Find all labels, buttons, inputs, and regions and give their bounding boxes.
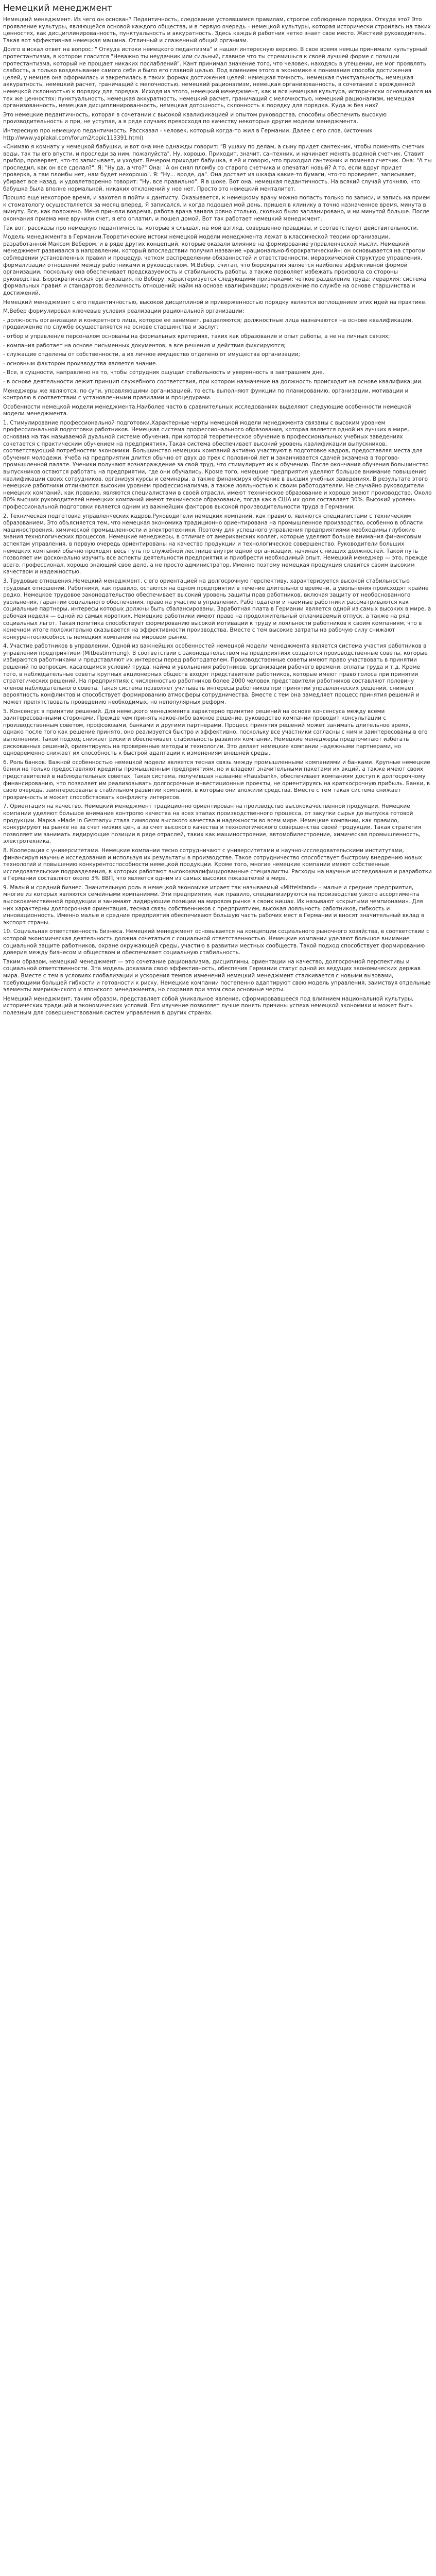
article-paragraph: Прошло еще некоторое время, и захотел я пойти к дантисту. Оказывается, к немецкому врачу можно попасть только по записи, и запись на прием к стоматологу осуществляется за месяц вперед. Я записался, и когда подошел мой день, пришел в клинику в точно назначенное время, минута в минуту. Все, как положено. Меня приняли вовремя, работа врача заняла ровно столько, сколько было запланировано, и ни минутой больше. После окончания приема мне вручили счет, я его оплатил, и пошел домой. Вот так работает немецкий менеджмент. xyxy=(3,195,430,223)
article-paragraph: 5. Консенсус в принятии решений. Для немецкого менеджмента характерно принятие решений на основе консенсуса между всеми заинтересованными сторонами. Прежде чем принять какое-либо важное решение, руководство компании проводит консультации с производственным советом, профсоюзами, банками и другими партнерами. Процесс принятия решений может занимать длительное время, однако после того как решение принято, оно реализуется быстро и эффективно, поскольку все участники согласны с ним и заинтересованы в его выполнении. Такой подход снижает риски и обеспечивает стабильность развития компании. Немецкие менеджеры предпочитают избегать рискованных решений, ориентируясь на проверенные методы и технологии. Это делает немецкие компании надежными партнерами, но одновременно снижает их способность к быстрой адаптации к изменениям внешней среды. xyxy=(3,708,428,757)
article-paragraph: Так вот, рассказы про немецкую педантичность, которые я слышал, на мой взгляд, совершенно правдивы, и соответствуют действительности. xyxy=(3,225,418,231)
article-paragraph: 2. Техническая подготовка управленческих кадров.Руководители немецких компаний, как правило, являются специалистами с техническим образованием. Это объясняется тем, что немецкая экономика традиционно ориентирована на промышленное производство, особенно в области машиностроения, химической промышленности и электротехники. Поэтому для успешного управления предприятиями необходимы глубокие знания технологических процессов. Немецкие менеджеры, в отличие от американских коллег, которые уделяют больше внимания финансовым аспектам управления, в первую очередь ориентированы на качество продукции и технологическое совершенство. Руководители больших немецких компаний обычно проходят весь путь по служебной лестнице внутри одной организации, начиная с низших должностей. Такой путь позволяет им досконально изучить все аспекты деятельности предприятия и приобрести необходимый опыт. Немецкий менеджер — это, прежде всего, профессионал, хорошо знающий свое дело, а не просто администратор. Именно поэтому немецкая продукция славится своим высоким качеством и надежностью. xyxy=(3,513,427,575)
article-paragraph: - служащие отделены от собственности, а их личное имущество отделено от имущества организации; xyxy=(3,351,301,358)
article-paragraph: Немецкий менеджмент с его педантичностью, высокой дисциплиной и приверженностью порядку является воплощением этих идей на практике. xyxy=(3,299,427,306)
article-paragraph: - отбор и управление персоналом основаны на формальных критериях, таких как образование и опыт работы, а не на личных связях; xyxy=(3,333,390,340)
article-paragraph: 6. Роль банков. Важной особенностью немецкой модели является тесная связь между промышленными компаниями и банками. Крупные немецкие банки не только предоставляют кредиты промышленным предприятиям, но и владеют значительными пакетами их акций, а также имеют своих представителей в наблюдательных советах. Такая система, получившая название «Hausbank», обеспечивает компаниям доступ к долгосрочному финансированию, что позволяет им реализовывать долгосрочные инвестиционные проекты, не ориентируясь на краткосрочную прибыль. Банки, в свою очередь, заинтересованы в стабильном развитии компаний, в которые они вложили средства. Вместе с тем такая система снижает прозрачность и может способствовать конфликту интересов. xyxy=(3,759,430,801)
article-paragraph: - Все, в сущности, направлено на то, чтобы сотрудник ощущал стабильность и уверенность в завтрашнем дне. xyxy=(3,369,324,376)
article-paragraph: - в основе деятельности лежит принцип служебного соответствия, при котором назначение на должность происходит на основе квалификации. xyxy=(3,378,423,385)
article-paragraph: Особенности немецкой модели менеджмента.Наиболее часто в сравнительных исследованиях выделяют следующие особенности немецкой модели менеджмента. xyxy=(3,403,411,417)
article-paragraph: - должность организации и конкретного лица, которое ее занимает, разделяются; должностные лица назначаются на основе квалификации, продвижение по службе осуществляется на основе старшинства и заслуг; xyxy=(3,317,413,331)
article-paragraph: - компания работает на основе письменных документов, а все решения и действия фиксируются; xyxy=(3,342,286,349)
article-paragraph: 1. Стимулирование профессиональной подготовки.Характерные черты немецкой модели менеджмента связаны с высоким уровнем профессиональной подготовки работников. Немецкая система профессионального образования, которая является одной из лучших в мире, основана на так называемой дуальной системе обучения, при которой теоретическое обучение в профессиональных учебных заведениях сочетается с практическим обучением на предприятиях. Такая система обеспечивает высокий уровень квалификации выпускников, соответствующий потребностям экономики. Большинство немецких компаний активно участвуют в подготовке кадров, предоставляя места для обучения молодежи. Учеба на предприятии длится обычно от двух до трех с половиной лет и заканчивается сдачей экзамена в торгово-промышленной палате. Ученики получают вознаграждение за свой труд, что стимулирует их к обучению. После окончания обучения большинство выпускников остаются работать на предприятии, где они обучались. Кроме того, немецкие предприятия уделяют большое внимание повышению квалификации своих сотрудников, организуя курсы и семинары, а также финансируя обучение в высших учебных заведениях. В результате этого немецкие работники отличаются высоким уровнем профессионализма, а также лояльностью к своим работодателям. Не случайно руководители немецких компаний, как правило, являются специалистами в своей отрасли, имеют техническое образование и хорошо знают производство. Около 80% высших руководителей немецких компаний имеют техническое образование, тогда как в США их доля составляет 30%. Высокий уровень профессиональной подготовки является одним из важнейших факторов высокой производительности труда в Германии. xyxy=(3,419,432,510)
article-paragraph: 10. Социальная ответственность бизнеса. Немецкий менеджмент основывается на концепции социального рыночного хозяйства, в соответствии с которой экономическая деятельность должна сочетаться с социальной ответственностью. Немецкие компании уделяют большое внимание социальной защите работников, охране окружающей среды, участию в развитии местных сообществ. Такой подход способствует формированию доверия между бизнесом и обществом и обеспечивает социальную стабильность. xyxy=(3,928,429,956)
article-paragraph: - основным фактором производства является знание. xyxy=(3,360,158,367)
article-body xyxy=(3,16,432,1017)
article-paragraph: Немецкий менеджмент. Из чего он основан? Педантичность, следование устоявшимся правилам, строгое соблюдение порядка. Откуда это? Это проявление культуры, являющейся основой каждого общества, и в первую очередь – немецкой культуры, которая исторически строилась на таких ценностях, как дисциплинированность, пунктуальность и аккуратность. Здесь каждый работник четко знает свое место. Жесткий руководитель. Такая вот эффективная немецкая машина. Отличный и слаженный общий организм. xyxy=(3,16,431,44)
article-paragraph: 9. Малый и средний бизнес. Значительную роль в немецкой экономике играет так называемый «Mittelstand» – малые и средние предприятия, многие из которых являются семейными компаниями. Эти предприятия, как правило, специализируются на производстве узкого ассортимента высококачественной продукции и занимают лидирующие позиции на мировом рынке в своих нишах. Их называют «скрытыми чемпионами». Для них характерны долгосрочная ориентация, тесная связь собственников с предприятием, высокая лояльность работников, гибкость и инновационность. Именно малые и средние предприятия обеспечивают большую часть рабочих мест в Германии и вносят значительный вклад в экспорт страны. xyxy=(3,884,425,926)
article-paragraph: М.Вебер формулировал ключевые условия реализации рациональной организации: xyxy=(3,308,245,315)
article-paragraph: 3. Трудовые отношения.Немецкий менеджмент, с его ориентацией на долгосрочную перспективу, характеризуется высокой стабильностью трудовых отношений. Работники, как правило, остаются на одном предприятии в течение длительного времени, а увольнения происходят крайне редко. Немецкое трудовое законодательство обеспечивает высокий уровень защиты прав работников, включая защиту от необоснованного увольнения, гарантии социального обеспечения, право на участие в управлении. Работодатели и наемные работники рассматриваются как социальные партнеры, интересы которых должны быть сбалансированы. Заработная плата в Германии является одной из самых высоких в мире, а рабочая неделя — одной из самых коротких. Немецкие работники имеют право на продолжительный оплачиваемый отпуск, а также на ряд социальных льгот. Такая политика способствует формированию высокой мотивации к труду и лояльности работников к своим компаниям, что в конечном итоге положительно сказывается на эффективности производства. Вместе с тем высокие затраты на рабочую силу снижают конкурентоспособность немецких компаний на мировом рынке. xyxy=(3,578,431,640)
article-paragraph: 7. Ориентация на качество. Немецкий менеджмент традиционно ориентирован на производство высококачественной продукции. Немецкие компании уделяют большое внимание контролю качества на всех этапах производственного процесса, от закупки сырья до выпуска готовой продукции. Марка «Made in Germany» стала символом высокого качества и надежности во всем мире. Немецкие компании, как правило, конкурируют на рынке не за счет низких цен, а за счет высокого качества и технологического совершенства своей продукции. Такая стратегия позволяет им занимать лидирующие позиции в ряде отраслей, таких как машиностроение, автомобилестроение, химическая промышленность, электротехника. xyxy=(3,803,421,845)
article-paragraph: Интересную про немецкую педантичность. Рассказал - человек, который когда-то жил в Германии. Далее с его слов. (источник http://www.yaplakal.com/forum2/topic113391.html) xyxy=(3,127,373,141)
article-paragraph: Модель менеджмента в Германии.Теоретические истоки немецкой модели менеджмента лежат в классической теории организации, разработанной Максом Вебером, и в ряде других концепций, которые оказали влияние на формирование управленческой мысли. Немецкий менеджмент развивался в направлении, который впоследствии получил название «рационально-бюрократический»: он основывается на строгом соблюдении установленных правил и процедур, четком распределении обязанностей и ответственности, иерархической структуре управления, формализации отношений между работниками и руководством. М.Вебер, считал, что бюрократия является наиболее эффективной формой организации, поскольку она обеспечивает предсказуемость и стабильность работы, а также позволяет избежать произвола со стороны руководства. Бюрократическая организация, по Веберу, характеризуется следующими признаками: четкое разделение труда; иерархия; система формальных правил и стандартов; безличность отношений; найм на основе квалификации; продвижение по службе на основе старшинства и достижений. xyxy=(3,234,426,296)
article-paragraph: «Снимаю я комнату у немецкой бабушки, и вот она мне однажды говорит: "В ушаху по делам, а сыну придет сантехник, чтобы поменять счетчик воды, так ты его впусти, и проследи за ним, пожалуйста". Ну, хорошо. Приходит, значит, сантехник, и начинает менять водяной счетчик. Ставит прибор, проверяет, что-то записывает, и уходит. Вечером приходит бабушка, я ей и говорю, что приходил сантехник и поменял счетчик. Она: "А ты проследил, как он все сделал?". Я: "Ну да, а что?" Она: "А он снял пломбу со старого счетчика и опечатал новый? А то, если вдруг придет проверка, а там пломбы нет, нам будет нехорошо". Я: "Ну... вроде, да". Она достает из шкафа какие-то бумаги, что-то проверяет, записывает, убирает все назад, и удовлетворенно говорит: "Ну, все правильно". Я в шоке. Вот она, немецкая педантичность. На всякий случай уточняю, что бабушка была вполне нормальной, никаких отклонений у нее нет. Просто это немецкий менталитет. xyxy=(3,144,432,192)
article-paragraph: Менеджеры же являются, по сути, управляющими организацией, то есть выполняют функции по планированию, организации, мотивации и контролю в соответствии с установленными правилами и процедурами. xyxy=(3,387,409,401)
article-paragraph: Немецкий менеджмент, таким образом, представляет собой уникальное явление, сформировавшееся под влиянием национальной культуры, исторических традиций и экономических условий. Его изучение позволяет лучше понять причины успеха немецкой экономики и может быть полезным для совершенствования систем управления в других странах. xyxy=(3,995,414,1016)
page-title: Немецкий менеджмент xyxy=(3,3,113,13)
article-paragraph: 8. Кооперация с университетами. Немецкие компании тесно сотрудничают с университетами и научно-исследовательскими институтами, финансируя научные исследования и используя их результаты в производстве. Такое сотрудничество способствует быстрому внедрению новых технологий и повышению конкурентоспособности немецкой продукции. Кроме того, многие немецкие компании имеют собственные исследовательские подразделения, в которых работают высококвалифицированные специалисты. Расходы на научные исследования и разработки в Германии составляют около 3% ВВП, что является одним из самых высоких показателей в мире. xyxy=(3,847,432,882)
article-paragraph: Долго в искал ответ на вопрос: " Откуда истоки немецкого педантизма" и нашел интересную версию. В свое время немцы принимали культурный протестантизма, в котором гласится "Неважно ты неудачник или сильный, главное что ты стремишься к своей лучшей форме с позиции протестантизма, который не прощает никаких послаблений". Кант принимал значение того, что человек, находясь в утешении, не мог проявлять слабость, а только возделывание самого себя и было его главной целью. Под влиянием этого в экономике к понимания способа достижения целей, у немцев она оформилась и закрепилась в таких формах достижения целей: немецкая точность, немецкая пунктуальность, немецкая аккуратность, немецкий расчет, граничащий с мелочностью, немецкий рационализм, немецкая организованность, в сочетании с врожденной немецкой склонностью к порядку для порядка. Исходя из этого, немецкий менеджмент, как и вся немецкая культура, исторически основывался на тех же ценностях: пунктуальность, немецкая аккуратность, немецкий расчет, граничащий с мелочностью, немецкий рационализм, немецкая организованность, немецкая дисциплинированность, немецкая дотошность, склонность к порядку для порядка. Куда ж без них? xyxy=(3,46,432,109)
article-paragraph: 4. Участие работников в управлении. Одной из важнейших особенностей немецкой модели менеджмента является система участия работников в управлении предприятием (Mitbestimmung). В соответствии с законодательством на предприятиях создаются производственные советы, которые избираются работниками и представляют их интересы перед работодателем. Производственные советы имеют право участвовать в принятии решений по вопросам, касающимся условий труда, найма и увольнения работников, организации рабочего времени, оплаты труда и т.д. Кроме того, в наблюдательные советы крупных акционерных обществ входят представители работников, которые имеют право голоса при принятии стратегических решений. На предприятиях с численностью работников более 2000 человек представители работников составляют половину членов наблюдательного совета. Такая система позволяет учитывать интересы работников при принятии управленческих решений, снижает вероятность конфликтов и способствует формированию атмосферы сотрудничества. Вместе с тем она замедляет процесс принятия решений и может препятствовать проведению необходимых, но непопулярных реформ. xyxy=(3,643,428,706)
article-paragraph: Это немецкие педантичность, которая в сочетании с высокой квалификацией и опытом руководства, способны обеспечить высокую производительность и при, не уступая, а в ряде случаях превосходя по качеству некоторые другие модели менеджмента. xyxy=(3,111,387,125)
article-paragraph: Таким образом, немецкий менеджмент — это сочетание рационализма, дисциплины, ориентации на качество, долгосрочной перспективы и социальной ответственности. Эта модель доказала свою эффективность, обеспечив Германии статус одной из ведущих экономических держав мира. Вместе с тем в условиях глобализации и ускорения темпов изменений немецкий менеджмент сталкивается с новыми вызовами, требующими большей гибкости и готовности к риску. Немецкие компании постепенно адаптируют свою модель управления, заимствуя отдельные элементы американского и японского менеджмента, но сохраняя при этом свои основные черты. xyxy=(3,958,431,993)
